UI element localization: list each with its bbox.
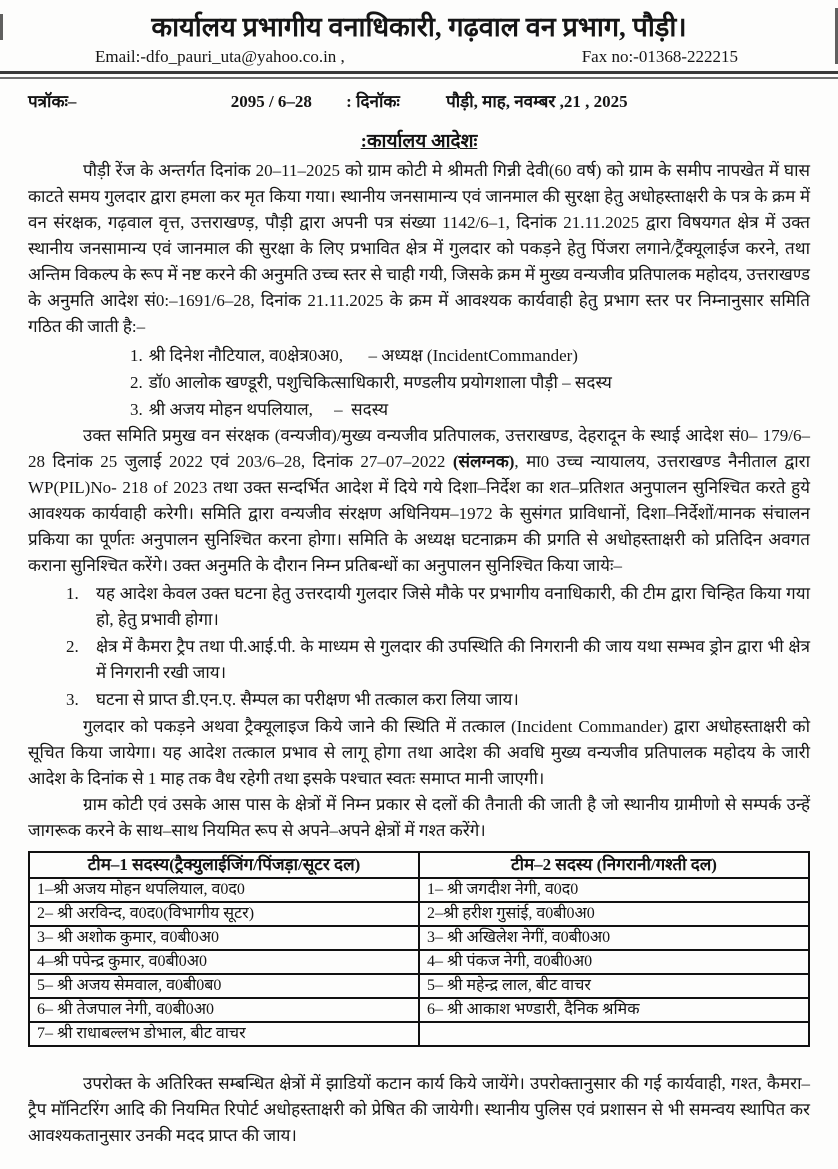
condition-text: क्षेत्र में कैमरा ट्रैप तथा पी.आई.पी. के माध्यम से गुलदार की उपस्थिति की निगरानी की जाय यथा सम्भव ड्रोन द्वारा भी क्षेत्र में निगरानी रखी जाय।: [96, 637, 810, 683]
letter-date-value: पौड़ी, माह, नवम्बर ,21 , 2025: [446, 92, 628, 112]
table-cell: 3– श्री अशोक कुमार, व0बी0अ0: [29, 926, 419, 950]
table-cell: 1–श्री अजय मोहन थपलियाल, व0द0: [29, 878, 419, 902]
table-row: [29, 926, 809, 950]
office-title: कार्यालय प्रभागीय वनाधिकारी, गढ़वाल वन प्रभाग, पौड़ी।: [151, 12, 687, 42]
table-cell: 5– श्री महेन्द्र लाल, बीट वाचर: [419, 974, 809, 998]
committee-member-text: श्री दिनेश नौटियाल, व0क्षेत्र0अ0, – अध्यक्ष (IncidentCommander): [148, 346, 578, 366]
order-title: :कार्यालय आदेशः: [360, 131, 478, 153]
table-cell: 6– श्री तेजपाल नेगी, व0बी0अ0: [29, 998, 419, 1022]
list-number: 3.: [130, 400, 143, 420]
table-header-team2: टीम–2 सदस्य (निगरानी/गश्ती दल): [419, 852, 809, 878]
table-cell: [419, 1022, 809, 1046]
table-cell: 6– श्री आकाश भण्डारी, दैनिक श्रमिक: [419, 998, 809, 1022]
scan-artifact-left: [0, 14, 3, 40]
list-number: 1.: [130, 346, 143, 366]
table-row: [29, 998, 809, 1022]
table-cell: 5– श्री अजय सेमवाल, व0बी0ब0: [29, 974, 419, 998]
paragraph-segment: उक्त समिति प्रमुख वन संरक्षक (वन्यजीव)/मुख्य वन्यजीव प्रतिपालक, उत्तराखण्ड, देहरादून के स्थाई आदेश सं0– 179/6–28 दिनांक 25 जुलाई 2022 एवं 203/6–28, दिनांक 27–07–2022: [28, 426, 810, 472]
table-row: [29, 950, 809, 974]
letter-meta-row: [0, 79, 838, 112]
condition-text: यह आदेश केवल उक्त घटना हेतु उत्तरदायी गुलदार जिसे मौके पर प्रभागीय वनाधिकारी, की टीम द्वारा चिन्हित किया गया हो, हेतु प्रभावी होगा।: [96, 584, 810, 630]
paragraph-segment: , मा0 उच्च न्यायालय, उत्तराखण्ड नैनीताल द्वारा WP(PIL)No- 218 of 2023 तथा उक्त सन्दर्भित आदेश में दिये गये दिशा–निर्देश का शत–प्रतिशत अनुपालन सुनिश्चित करते हुये आवश्यक कार्यवाही करेगी। समिति द्वारा वन्यजीव संरक्षण अधिनियम–1972 के सुसंगत प्राविधानों, दिशा–निर्देशों/मानक संचालन प्रकिया का पूर्णतः अनुपालन सुनिश्चित करना होगा। समिति के अध्यक्ष घटनाक्रम की प्रगति से अधोहस्ताक्षरी को प्रतिदिन अवगत कराना सुनिश्चित करेंगे। उक्त अनुमति के दौरान निम्न प्रतिबन्धों का अनुपालन सुनिश्चित किया जायेः–: [28, 452, 810, 576]
condition-item: [66, 687, 810, 713]
condition-item: [66, 581, 810, 633]
header-divider: [0, 71, 838, 79]
committee-member: [130, 396, 810, 423]
table-header-row: [29, 852, 809, 878]
table-row: [29, 1022, 809, 1046]
conditions-list: [66, 581, 810, 713]
committee-member-text: डॉ0 आलोक खण्डूरी, पशुचिकित्साधिकारी, मण्डलीय प्रयोगशाला पौड़ी – सदस्य: [148, 373, 612, 393]
teams-table: [28, 851, 810, 1047]
table-header-team1: टीम–1 सदस्य(ट्रैक्युलाईजिंग/पिंजड़ा/सूटर दल): [29, 852, 419, 878]
paragraph-closing: उपरोक्त के अतिरिक्त सम्बन्धित क्षेत्रों में झाडियों कटान कार्य किये जायेंगे। उपरोक्तानुसार की गई कार्यवाही, गश्त, कैमरा–ट्रैप मॉनिटरिंग आदि की नियमित रिपोर्ट अधोहस्ताक्षरी को प्रेषित की जायेगी। स्थानीय पुलिस एवं प्रशासन से भी समन्वय स्थापित कर आवश्यकतानुसार उनकी मदद प्राप्त की जाय।: [28, 1074, 810, 1146]
paragraph-incident: पौड़ी रेंज के अन्तर्गत दिनांक 20–11–2025 को ग्राम कोटी मे श्रीमती गिन्नी देवी(60 वर्ष) को ग्राम के समीप नापखेत में घास काटते समय गुलदार द्वारा हमला कर मृत किया गया। स्थानीय जनसामान्य एवं जानमाल की सुरक्षा हेतु अधोहस्ताक्षरी के पत्र के क्रम में वन संरक्षक, गढ़वाल वृत्त, उत्तराखण्ड़, पौड़ी द्वारा अपनी पत्र संख्या 1142/6–1, दिनांक 21.11.2025 द्वारा विषयगत क्षेत्र में उक्त स्थानीय जनसामान्य एवं जानमाल की सुरक्षा के लिए प्रभावित क्षेत्र में गुलदार को पकड़ने हेतु पिंजरा लगाने/ट्रैंक्यूलाईज करने, तथा अन्तिम विकल्प के रूप में नष्ट करने की अनुमति उच्च स्तर से चाही गयी, जिसके क्रम में मुख्य वन्यजीव प्रतिपालक महोदय, उत्तराखण्ड के अनुमति आदेश सं0:–1691/6–28, दिनांक 21.11.2025 के क्रम में आवश्यक कार्यवाही हेतु प्रभाग स्तर पर निम्नानुसार समिति गठित की जाती है:–: [28, 161, 810, 337]
list-number: 1.: [66, 584, 79, 604]
list-number: 2.: [130, 373, 143, 393]
table-cell: 2– श्री अरविन्द, व0द0(विभागीय सूटर): [29, 902, 419, 926]
letter-number-value: 2095 / 6–28: [230, 92, 312, 112]
table-cell: 1– श्री जगदीश नेगी, व0द0: [419, 878, 809, 902]
table-cell: 4–श्री पपेन्द्र कुमार, व0बी0अ0: [29, 950, 419, 974]
table-cell: 2–श्री हरीश गुसांई, व0बी0अ0: [419, 902, 809, 926]
contact-row: [0, 45, 838, 67]
condition-text: घटना से प्राप्त डी.एन.ए. सैम्पल का परीक्षण भी तत्काल करा लिया जाय।: [96, 690, 519, 710]
document-body: [0, 158, 838, 1149]
table-cell: 3– श्री अखिलेश नेगीं, व0बी0अ0: [419, 926, 809, 950]
email-text: Email:-dfo_pauri_uta@yahoo.co.in ,: [95, 47, 345, 67]
fax-text: Fax no:-01368-222215: [581, 47, 738, 67]
table-row: [29, 902, 809, 926]
committee-list: [130, 342, 810, 423]
paragraph-committee-mandate: [28, 423, 810, 579]
list-number: 3.: [66, 690, 79, 710]
table-row: [29, 974, 809, 998]
table-cell: 4– श्री पंकज नेगी, व0बी0अ0: [419, 950, 809, 974]
committee-member-text: श्री अजय मोहन थपलियाल, – सदस्य: [148, 400, 389, 420]
table-cell: 7– श्री राधाबल्लभ डोभाल, बीट वाचर: [29, 1022, 419, 1046]
letter-date-label: : दिनॉकः: [346, 92, 400, 112]
letter-number-label: पत्रॉकः–: [28, 92, 77, 112]
condition-item: [66, 634, 810, 686]
table-row: [29, 878, 809, 902]
committee-member: [130, 342, 810, 369]
paragraph-capture-procedure: गुलदार को पकड़ने अथवा ट्रैक्यूलाइज किये जाने की स्थिति में तत्काल (Incident Commander) द्वारा अधोहस्ताक्षरी को सूचित किया जायेगा। यह आदेश तत्काल प्रभाव से लागू होगा तथा आदेश की अवधि मुख्य वन्यजीव प्रतिपालक महोदय के जारी आदेश के दिनांक से 1 माह तक वैध रहेगी तथा इसके पश्चात स्वतः समाप्त मानी जाएगी।: [28, 717, 810, 789]
attachment-bold-text: (संलग्नक): [452, 452, 515, 472]
paragraph-team-deployment: ग्राम कोटी एवं उसके आस पास के क्षेत्रों में निम्न प्रकार से दलों की तैनाती की जाती है जो स्थानीय ग्रामीणो से सम्पर्क उन्हें जागरूक करने के साथ–साथ नियमित रूप से अपने–अपने क्षेत्रों में गश्त करेंगे।: [28, 795, 810, 841]
list-number: 2.: [66, 637, 79, 657]
committee-member: [130, 369, 810, 396]
